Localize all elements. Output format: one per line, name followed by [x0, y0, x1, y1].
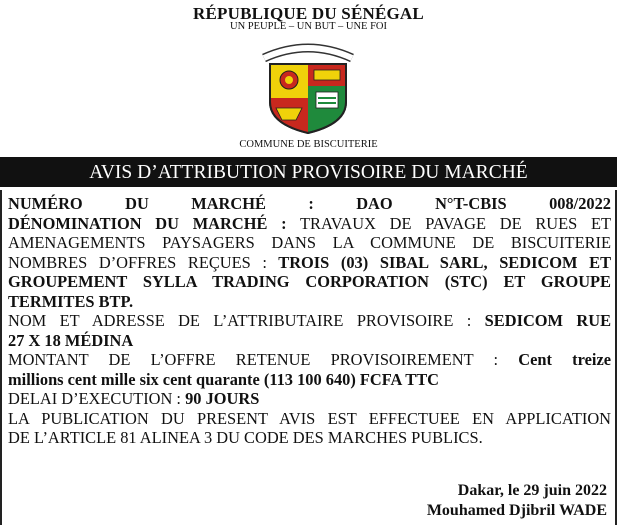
publication-line-2: DE L’ARTICLE 81 ALINEA 3 DU CODE DES MARCHES PUBLICS.: [8, 428, 483, 447]
denomination-value: TRAVAUX DE PAVAGE DE RUES ET: [286, 213, 611, 233]
document-header: [0, 0, 617, 157]
awardee-address: 27 X 18 MÉDINA: [8, 330, 134, 350]
country-name: RÉPUBLIQUE DU SÉNÉGAL: [193, 4, 424, 23]
notice-content: [8, 194, 611, 448]
awardee-value: SEDICOM RUE: [471, 311, 611, 330]
amount-label: MONTANT DE L’OFFRE RETENUE PROVISOIREMENT :: [8, 350, 499, 369]
delay-value: 90 JOURS: [180, 389, 260, 408]
notice-title: AVIS D’ATTRIBUTION PROVISOIRE DU MARCHÉ: [0, 157, 617, 187]
place-date: Dakar, le 29 juin 2022: [457, 482, 607, 499]
market-number: [8, 194, 611, 214]
execution-delay: [8, 389, 611, 409]
provisional-awardee: [8, 311, 611, 331]
national-motto: UN PEUPLE – UN BUT – UNE FOI: [229, 21, 388, 32]
offers-value-2: GROUPEMENT SYLLA TRADING CORPORATION (STC) ET GROUPE: [8, 272, 611, 291]
denomination-label: DÉNOMINATION DU MARCHÉ :: [8, 213, 287, 233]
offers-value-3: TERMITES BTP.: [8, 291, 134, 311]
awardee-label: NOM ET ADRESSE DE L’ATTRIBUTAIRE PROVISOIRE :: [8, 311, 472, 330]
awardee-line-2: [8, 331, 611, 351]
market-number-text: NUMÉRO DU MARCHÉ : DAO N°T-CBIS 008/2022: [8, 194, 611, 213]
signatory-name: Mouhamed Djibril WADE: [426, 502, 607, 519]
denomination-line-2: AMENAGEMENTS PAYSAGERS DANS LA COMMUNE DE BISCUITERIE: [8, 233, 611, 252]
amount-line-2: [8, 370, 611, 390]
amount-value-2: millions cent mille six cent quarante (113 100 640) FCFA TTC: [8, 369, 439, 389]
offers-value: TROIS (03) SIBAL SARL, SEDICOM ET: [266, 252, 611, 272]
retained-amount: [8, 350, 611, 370]
commune-name: COMMUNE DE BISCUITERIE: [239, 139, 378, 150]
signature-block: [427, 481, 607, 521]
market-denomination: [8, 214, 611, 234]
offers-label: NOMBRES D’OFFRES REÇUES :: [8, 252, 267, 272]
commune-emblem: [256, 36, 360, 136]
offers-count: [8, 253, 611, 273]
notice-body: [0, 190, 617, 525]
offers-line-3: [8, 292, 611, 312]
offers-line-2: [8, 272, 611, 292]
publication-line-1: LA PUBLICATION DU PRESENT AVIS EST EFFECTUEE EN APPLICATION: [8, 408, 611, 428]
amount-value: Cent treize: [498, 350, 611, 369]
delay-label: DELAI D’EXECUTION :: [8, 389, 181, 408]
